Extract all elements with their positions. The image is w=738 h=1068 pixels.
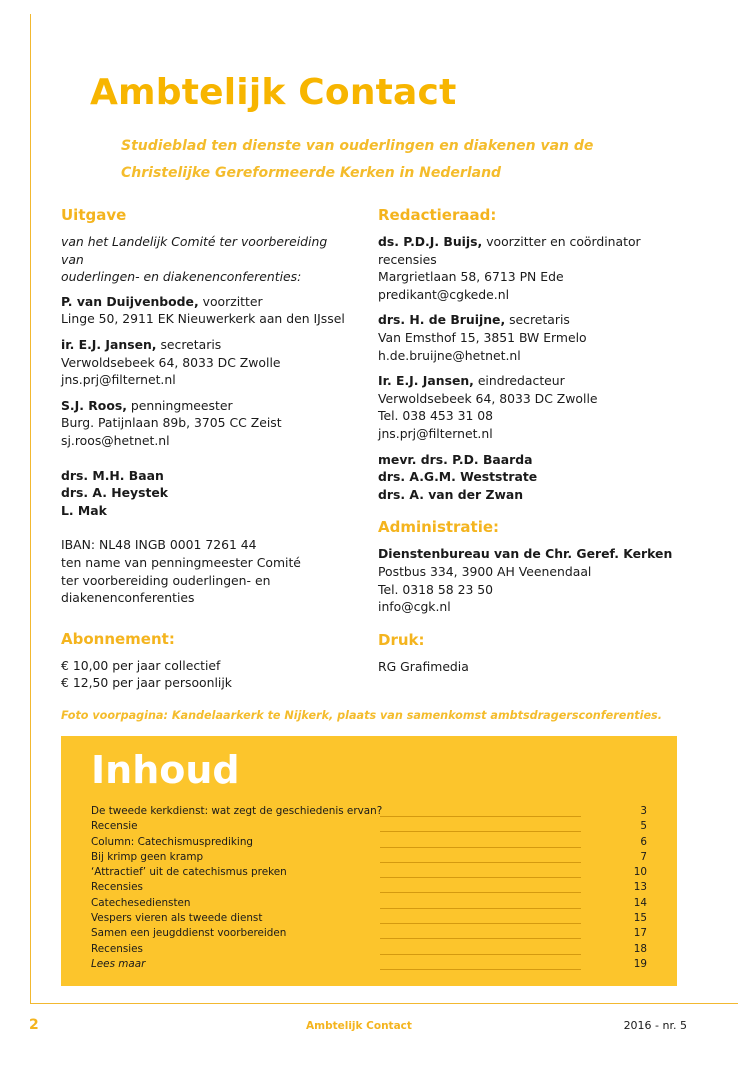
address-line: Linge 50, 2911 EK Nieuwerkerk aan den IJssel xyxy=(61,311,345,327)
subtitle-line: Studieblad ten dienste van ouderlingen en diakenen van de xyxy=(121,138,594,154)
person-name: Ir. E.J. Jansen, xyxy=(378,373,474,389)
address-line: Verwoldsebeek 64, 8033 DC Zwolle xyxy=(61,354,281,370)
administratie-heading: Administratie: xyxy=(378,518,500,537)
member-name: drs. M.H. Baan xyxy=(61,467,164,483)
intro-line: van het Landelijk Comité ter voorbereiding van xyxy=(61,234,328,267)
member-name: drs. A. van der Zwan xyxy=(378,486,524,502)
toc-entry-page: 3 xyxy=(640,805,647,817)
toc-entry-title: De tweede kerkdienst: wat zegt de geschiedenis ervan? xyxy=(91,805,383,817)
table-of-contents xyxy=(61,736,677,986)
toc-entry-page: 14 xyxy=(633,896,647,909)
email-link[interactable]: predikant@cgkede.nl xyxy=(378,286,510,302)
magazine-subtitle xyxy=(121,133,593,187)
printer-block xyxy=(378,658,678,676)
toc-entry[interactable] xyxy=(91,819,647,834)
committee-members xyxy=(61,467,351,520)
person-block xyxy=(378,311,678,364)
toc-entry-title: Samen een jeugddienst voorbereiden xyxy=(91,927,287,940)
toc-entry[interactable] xyxy=(91,926,647,941)
toc-entry-title: Column: Catechismusprediking xyxy=(91,835,254,848)
uitgave-intro xyxy=(61,233,351,286)
email-link[interactable]: jns.prj@filternet.nl xyxy=(378,425,493,441)
toc-dot-leader xyxy=(380,954,581,955)
toc-dot-leader xyxy=(380,816,581,817)
iban-line: ter voorbereiding ouderlingen- en xyxy=(61,572,271,588)
phone-line: Tel. 0318 58 23 50 xyxy=(378,581,494,597)
toc-entry-title: Bij krimp geen kramp xyxy=(91,850,204,863)
phone-line: Tel. 038 453 31 08 xyxy=(378,408,494,424)
toc-entry[interactable] xyxy=(91,804,647,819)
member-name: mevr. drs. P.D. Baarda xyxy=(378,451,533,467)
person-block xyxy=(61,336,351,389)
person-name: ir. E.J. Jansen, xyxy=(61,336,157,352)
person-role: voorzitter en coördinator xyxy=(482,234,641,249)
frame-vertical-rule xyxy=(30,14,31,1004)
toc-entry[interactable] xyxy=(91,850,647,865)
printer-name: RG Grafimedia xyxy=(378,658,469,674)
toc-entry[interactable] xyxy=(91,911,647,926)
person-role: secretaris xyxy=(156,336,222,352)
address-line: Margrietlaan 58, 6713 PN Ede xyxy=(378,269,564,285)
iban-block xyxy=(61,536,351,606)
email-link[interactable]: h.de.bruijne@hetnet.nl xyxy=(378,347,521,363)
member-name: drs. A. Heystek xyxy=(61,485,169,501)
person-role: secretaris xyxy=(505,312,570,328)
toc-dot-leader xyxy=(380,923,581,924)
toc-entry[interactable] xyxy=(91,942,647,957)
toc-entry[interactable] xyxy=(91,835,647,850)
email-link[interactable]: jns.prj@filternet.nl xyxy=(61,372,176,388)
address-line: Van Emsthof 15, 3851 BW Ermelo xyxy=(378,329,587,345)
toc-entry-title: ‘Attractief’ uit de catechismus preken xyxy=(91,866,287,879)
person-role: penningmeester xyxy=(126,397,233,413)
toc-entry-page: 5 xyxy=(640,820,647,833)
administration-block xyxy=(378,545,678,615)
toc-entry-page: 18 xyxy=(633,942,647,955)
member-name: drs. A.G.M. Weststrate xyxy=(378,469,538,485)
subtitle-line: Christelijke Gereformeerde Kerken in Nederland xyxy=(121,165,502,181)
address-line: Postbus 334, 3900 AH Veenendaal xyxy=(378,563,592,579)
toc-entry-page: 7 xyxy=(640,850,647,863)
toc-entry[interactable] xyxy=(91,957,647,972)
person-name: drs. H. de Bruijne, xyxy=(378,312,506,328)
iban-line: IBAN: NL48 INGB 0001 7261 44 xyxy=(61,537,257,553)
person-role: voorzitter xyxy=(198,293,263,309)
toc-entry-title: Vespers vieren als tweede dienst xyxy=(91,912,263,925)
intro-line: ouderlingen- en diakenenconferenties: xyxy=(61,269,302,285)
toc-entry[interactable] xyxy=(91,865,647,880)
address-line: Burg. Patijnlaan 89b, 3705 CC Zeist xyxy=(61,415,282,431)
role-continuation: recensies xyxy=(378,251,437,267)
email-link[interactable]: sj.roos@hetnet.nl xyxy=(61,432,170,448)
email-link[interactable]: info@cgk.nl xyxy=(378,599,451,615)
price-line: € 10,00 per jaar collectief xyxy=(61,657,221,673)
address-line: Verwoldsebeek 64, 8033 DC Zwolle xyxy=(378,390,598,406)
member-name: L. Mak xyxy=(61,502,107,518)
toc-dot-leader xyxy=(380,877,581,878)
toc-entry-page: 19 xyxy=(633,957,647,970)
toc-entry-page: 6 xyxy=(640,835,647,848)
abonnement-heading: Abonnement: xyxy=(61,629,175,648)
footer-magazine-name: Ambtelijk Contact xyxy=(306,1020,412,1032)
iban-line: ten name van penningmeester Comité xyxy=(61,554,301,570)
price-line: € 12,50 per jaar persoonlijk xyxy=(61,675,232,691)
page-number: 2 xyxy=(29,1017,39,1033)
frame-horizontal-rule xyxy=(30,1003,738,1004)
magazine-title: Ambtelijk Contact xyxy=(90,72,457,113)
person-name: S.J. Roos, xyxy=(61,397,127,413)
toc-entry-title: Catechesediensten xyxy=(91,896,191,909)
redactieraad-heading: Redactieraad: xyxy=(378,206,497,224)
uitgave-heading: Uitgave xyxy=(61,206,127,224)
toc-entry-title: Recensies xyxy=(91,881,143,894)
editorial-members xyxy=(378,451,678,504)
subscription-prices xyxy=(61,657,351,692)
person-block xyxy=(378,233,678,303)
toc-list xyxy=(91,804,647,972)
toc-entry-title: Lees maar xyxy=(91,957,146,970)
toc-dot-leader xyxy=(380,892,581,893)
person-name: ds. P.D.J. Buijs, xyxy=(378,234,483,249)
photo-credit: Foto voorpagina: Kandelaarkerk te Nijkerk, plaats van samenkomst ambtsdragersconferenties. xyxy=(61,709,662,722)
druk-heading: Druk: xyxy=(378,630,425,649)
toc-entry-title: Recensie xyxy=(91,820,138,833)
organisation-name: Dienstenbureau van de Chr. Geref. Kerken xyxy=(378,546,673,562)
toc-entry-page: 17 xyxy=(633,927,647,940)
toc-dot-leader xyxy=(380,862,581,863)
toc-entry-page: 15 xyxy=(633,912,647,925)
toc-dot-leader xyxy=(380,831,581,832)
toc-title: Inhoud xyxy=(91,748,240,792)
person-name: P. van Duijvenbode, xyxy=(61,293,199,309)
toc-entry-page: 10 xyxy=(633,866,647,879)
colophon-right-column xyxy=(378,205,678,683)
colophon-left-column xyxy=(61,205,351,700)
iban-line: diakenenconferenties xyxy=(61,590,195,606)
toc-entry[interactable] xyxy=(91,896,647,911)
toc-entry-title: Recensies xyxy=(91,942,143,955)
person-role: eindredacteur xyxy=(473,373,565,389)
toc-dot-leader xyxy=(380,969,581,970)
toc-entry-page: 13 xyxy=(633,881,647,894)
toc-dot-leader xyxy=(380,847,581,848)
person-block xyxy=(61,293,351,328)
toc-entry[interactable] xyxy=(91,880,647,895)
toc-dot-leader xyxy=(380,938,581,939)
person-block xyxy=(61,397,351,450)
person-block xyxy=(378,372,678,442)
footer-issue: 2016 - nr. 5 xyxy=(623,1019,687,1032)
toc-dot-leader xyxy=(380,908,581,909)
